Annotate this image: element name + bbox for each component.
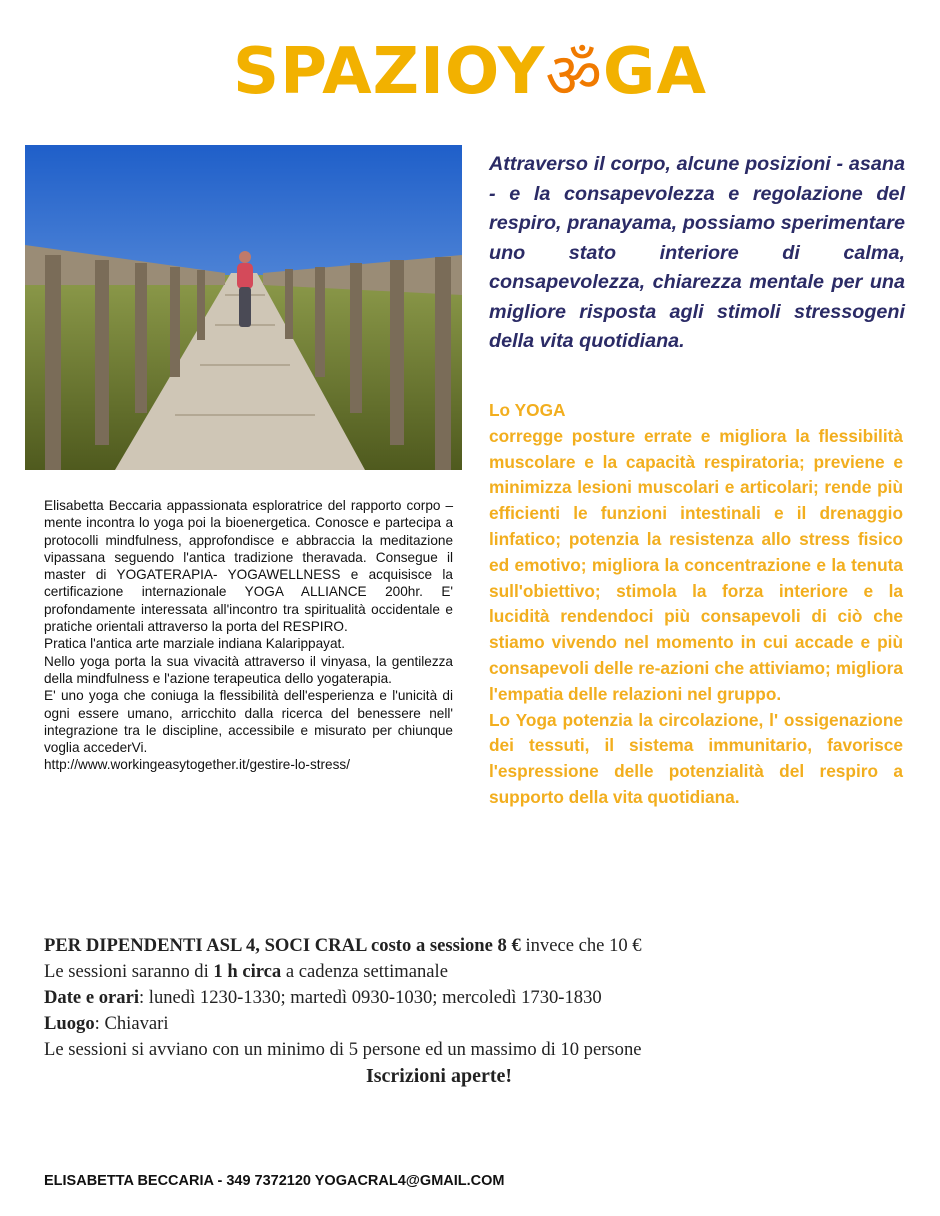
cta-line (44, 1063, 904, 1089)
dates-line (44, 985, 904, 1011)
session-info (44, 933, 904, 1089)
price-rest: invece che 10 € (520, 935, 642, 956)
duration-bold: 1 h circa (213, 961, 282, 982)
duration-line (44, 959, 904, 985)
yoga-heading: Lo YOGA (489, 400, 566, 420)
dates-value: : lunedì 1230-1330; martedì 0930-1030; mercoledì 1730-1830 (138, 987, 602, 1008)
brand-title-left: SPAZIOY (233, 35, 546, 109)
cta-text: Iscrizioni aperte! (365, 1065, 513, 1087)
contact-footer: ELISABETTA BECCARIA - 349 7372120 YOGACRAL4@GMAIL.COM (44, 1173, 505, 1189)
bio-url-link[interactable]: http://www.workingeasytogether.it/gestire-lo-stress/ (44, 757, 350, 773)
bio-paragraph: Elisabetta Beccaria appassionata esploratrice del rapporto corpo – mente incontra lo yoga poi la bioenergetica. Conosce e partecipa a protocolli mindfulness, approfondisce e abbraccia la meditazione vipassana seguendo l'antica tradizione theravada. Consegue il master di YOGATERAPIA- YOGAWELLNESS e acquisisce la certificazione internazionale YOGA ALLIANCE 200hr. E' profondamente interessata all'incontro tra spiritualità occidentale e pratiche orientali attraverso la porta del RESPIRO. (44, 498, 453, 635)
place-label: Luogo (44, 1013, 95, 1034)
brand-title-right: GA (602, 35, 707, 109)
yoga-benefits (489, 398, 903, 811)
intro-text: Attraverso il corpo, alcune posizioni - asana - e la consapevolezza e regolazione del respiro, pranayama, possiamo sperimentare uno stato interiore di calma, consapevolezza, chiarezza mentale per una migliore risposta agli stimoli stressogeni della vita quotidiana. (489, 153, 905, 352)
photo-illustration (25, 145, 462, 470)
duration-post: a cadenza settimanale (281, 961, 448, 982)
yoga-paragraph: Lo Yoga potenzia la circolazione, l' ossigenazione dei tessuti, il sistema immunitario, favorisce l'espressione delle potenzialità del respiro a supporto della vita quotidiana. (489, 709, 903, 807)
price-bold: PER DIPENDENTI ASL 4, SOCI CRAL costo a sessione 8 € (44, 935, 521, 956)
bio-paragraph: Pratica l'antica arte marziale indiana Kalarippayat. (44, 636, 346, 652)
duration-pre: Le sessioni saranno di (44, 961, 214, 982)
yoga-boardwalk-photo (25, 145, 462, 470)
yoga-paragraph: corregge posture errate e migliora la flessibilità muscolare e la capacità respiratoria; previene e minimizza lesioni muscolari e articolari; rende più efficienti le funzioni intestinali e il drenaggio linfatico; potenzia la resistenza allo stress fisico ed emotivo; migliora la concentrazione e la tenuta sull'obiettivo; stimola la forza interiore e la lucidità rendendoci più consapevoli di ciò che stiamo vivendo nel momento in cui accade e più consapevoli delle re-azioni che attiviamo; migliora l'empatia delle relazioni nel gruppo. (489, 425, 903, 704)
bio-paragraph: E' uno yoga che coniuga la flessibilità dell'esperienza e l'unicità di ogni essere umano, arricchito dalla ricerca del benessere nell' integrazione tra le discipline, accessibile e misurato per chiunque voglia accederVi. (44, 688, 453, 756)
place-value: : Chiavari (94, 1013, 169, 1034)
bio-paragraph: Nello yoga porta la sua vivacità attraverso il vinyasa, la gentilezza della mindfulness e l'azione terapeutica dello yogaterapia. (44, 653, 453, 686)
bio-text (44, 497, 453, 774)
capacity-line: Le sessioni si avviano con un minimo di 5 persone ed un massimo di 10 persone (44, 1039, 642, 1060)
om-icon: ॐ (545, 39, 603, 112)
price-line (44, 933, 904, 959)
dates-label: Date e orari (44, 987, 139, 1008)
brand-title (0, 34, 940, 110)
place-line (44, 1011, 904, 1037)
